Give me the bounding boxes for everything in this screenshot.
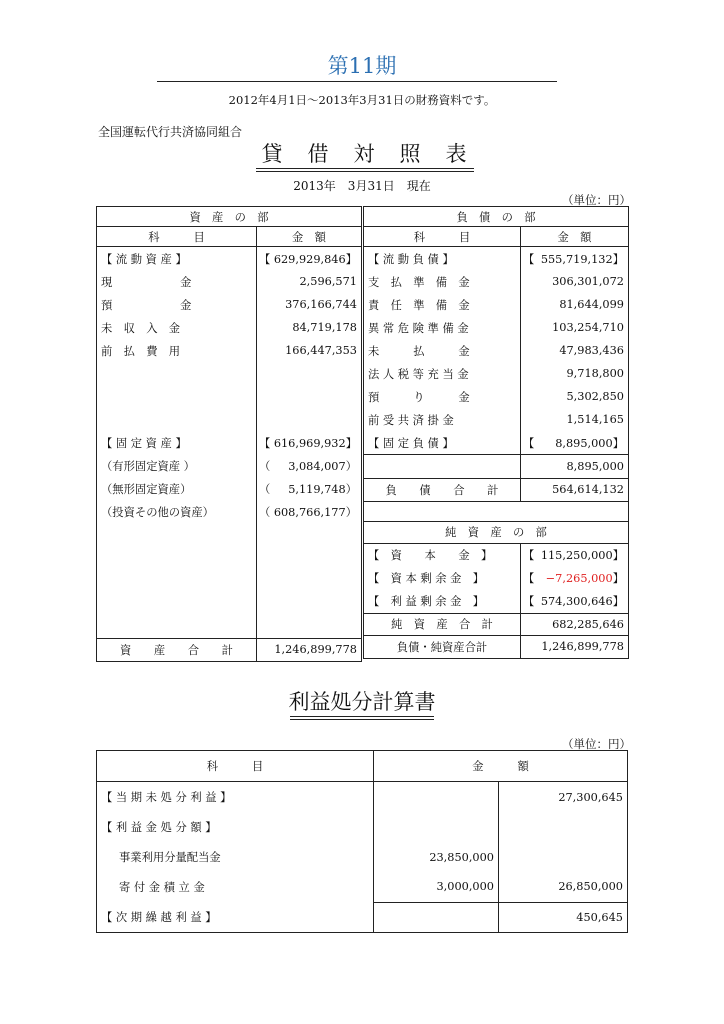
asset-row (97, 454, 362, 477)
is-row-total-amount: 27,300,645 (558, 790, 623, 804)
asset-blank-cell (257, 546, 362, 569)
liability-row-amount (521, 339, 629, 362)
net-asset-bracket-close: 】 (612, 595, 624, 608)
asset-bracket-close: ） (345, 459, 357, 473)
asset-blank-cell (257, 523, 362, 546)
liability-row-amount (521, 408, 629, 431)
net-assets-total-label: 純 資 産 合 計 (364, 613, 521, 636)
asset-bracket-close: ） (345, 482, 357, 496)
balance-sheet-title: 貸 借 対 照 表 (261, 142, 469, 166)
is-row (97, 842, 628, 872)
net-asset-bracket-close: 】 (612, 549, 624, 562)
liability-amount-value: 81,644,099 (559, 298, 624, 311)
asset-row-amount (257, 500, 362, 523)
net-assets-total-amount: 682,285,646 (521, 613, 629, 636)
balance-sheet-title-underline (256, 171, 474, 172)
asset-bracket-open: （ (259, 482, 271, 496)
asset-row-amount (257, 270, 362, 293)
asset-bracket-open: 【 (259, 252, 271, 266)
asset-blank-row (97, 523, 362, 546)
liability-row-label: 責 任 準 備 金 (364, 293, 521, 316)
asset-bracket-close: ） (345, 505, 357, 519)
asset-amount-value: 2,596,571 (299, 275, 357, 288)
asset-amount-value: 5,119,748 (288, 482, 346, 496)
liability-row (364, 408, 629, 431)
liability-row (364, 385, 629, 408)
is-row (97, 872, 628, 902)
asset-blank-cell (97, 569, 257, 592)
liabilities-total-label: 負 債 合 計 (364, 479, 521, 502)
page-title: 第11期 (327, 54, 397, 78)
asset-blank-cell (97, 546, 257, 569)
grand-total-label: 負債・純資産合計 (364, 636, 521, 659)
asset-bracket-open: 【 (259, 436, 271, 450)
is-row-label: 【 利 益 金 処 分 額 】 (97, 812, 374, 842)
asset-blank-row (97, 569, 362, 592)
asset-bracket-close: 】 (345, 252, 357, 266)
liability-amount-value: 8,895,000 (555, 436, 613, 450)
liability-row (364, 293, 629, 316)
liability-row-label: 【 固 定 負 債 】 (364, 431, 521, 455)
asset-row-amount (257, 477, 362, 500)
is-row-sub-amount: 23,850,000 (374, 842, 499, 872)
liabilities-section-header: 負 債 の 部 (456, 210, 536, 224)
is-col-amount: 金 額 (374, 751, 628, 782)
is-row (97, 782, 628, 813)
income-statement-title: 利益処分計算書 (288, 690, 436, 714)
is-row-sub-amount (374, 782, 499, 813)
asset-row (97, 339, 362, 362)
liability-amount-value: 8,895,000 (566, 460, 624, 473)
asset-blank-cell (97, 362, 257, 385)
is-rows (97, 782, 628, 933)
liability-bracket-close: 】 (612, 252, 624, 266)
asset-row-label: 現 金 (97, 270, 257, 293)
asset-row-amount (257, 247, 362, 271)
asset-row-label: 【 固 定 資 産 】 (97, 431, 257, 454)
liability-row-amount (521, 455, 629, 479)
title-rule (157, 81, 557, 82)
liability-row (364, 362, 629, 385)
asset-row (97, 247, 362, 271)
asset-amount-value: 3,084,007 (288, 459, 346, 473)
asset-row-label: （無形固定資産） (97, 477, 257, 500)
assets-rows (97, 247, 362, 639)
profit-appropriation-table (96, 750, 628, 933)
spacer-row (364, 501, 629, 521)
liability-row-label: 異 常 危 険 準 備 金 (364, 316, 521, 339)
assets-table (96, 206, 362, 662)
net-asset-bracket-open: 【 (523, 595, 535, 608)
net-asset-row (364, 543, 629, 567)
liability-bracket-close: 】 (612, 436, 624, 450)
asset-row-amount (257, 431, 362, 454)
organization-name: 全国運転代行共済協同組合 (98, 125, 243, 139)
net-asset-row (364, 590, 629, 614)
income-statement-unit: （単位：円） (562, 737, 631, 751)
is-row (97, 812, 628, 842)
asset-blank-cell (97, 408, 257, 431)
asset-row (97, 293, 362, 316)
assets-section-header: 資 産 の 部 (189, 210, 269, 224)
liability-row-amount (521, 293, 629, 316)
liability-row-amount (521, 247, 629, 271)
asset-blank-row (97, 592, 362, 615)
net-asset-bracket-close: 】 (612, 572, 624, 585)
asset-blank-cell (257, 385, 362, 408)
asset-blank-row (97, 408, 362, 431)
asset-row (97, 500, 362, 523)
assets-col-item: 科 目 (97, 227, 257, 247)
net-asset-row-label: 【 資 本 金 】 (364, 543, 521, 567)
asset-amount-value: 616,969,932 (273, 436, 346, 450)
asset-blank-cell (97, 592, 257, 615)
liability-amount-value: 306,301,072 (552, 275, 624, 288)
liability-row (364, 455, 629, 479)
net-asset-row-label: 【 資 本 剰 余 金 】 (364, 567, 521, 590)
is-row-total-amount (499, 812, 628, 842)
liability-row (364, 270, 629, 293)
is-row-label: 【 当 期 未 処 分 利 益 】 (97, 782, 374, 813)
net-asset-amount-value: 574,300,646 (540, 595, 613, 608)
asset-blank-row (97, 546, 362, 569)
liability-bracket-open: 【 (523, 436, 535, 450)
asset-blank-cell (257, 592, 362, 615)
asset-blank-cell (257, 569, 362, 592)
asset-amount-value: 629,929,846 (273, 252, 346, 266)
liabilities-table (363, 206, 629, 659)
net-asset-row-amount (521, 543, 629, 567)
asset-row-label: 【 流 動 資 産 】 (97, 247, 257, 271)
liability-row-label: 未 払 金 (364, 339, 521, 362)
is-row (97, 902, 628, 933)
asset-blank-row (97, 362, 362, 385)
asset-row-label: （投資その他の資産） (97, 500, 257, 523)
asset-amount-value: 84,719,178 (292, 321, 357, 334)
income-statement-title-underline (290, 716, 434, 717)
net-asset-amount-value: −7,265,000 (545, 572, 613, 585)
income-statement-title-underline (290, 719, 434, 720)
asset-amount-value: 166,447,353 (285, 344, 357, 357)
liability-row (364, 247, 629, 271)
balance-sheet-title-underline (256, 168, 474, 169)
liabilities-total-amount: 564,614,132 (521, 479, 629, 502)
is-col-item: 科 目 (97, 751, 374, 782)
net-asset-amount-value: 115,250,000 (540, 549, 613, 562)
net-asset-row-amount (521, 567, 629, 590)
is-row-total-amount (499, 842, 628, 872)
asset-amount-value: 376,166,744 (285, 298, 357, 311)
liability-row-amount (521, 362, 629, 385)
asset-row-amount (257, 454, 362, 477)
liability-amount-value: 103,254,710 (552, 321, 624, 334)
asset-blank-cell (257, 408, 362, 431)
liability-row-label: 預 り 金 (364, 385, 521, 408)
balance-sheet-date: 2013年 3月31日 現在 (293, 179, 431, 193)
asset-bracket-open: （ (259, 459, 271, 473)
asset-blank-cell (97, 385, 257, 408)
net-assets-section-header: 純 資 産 の 部 (364, 521, 629, 543)
is-row-sub-amount: 3,000,000 (374, 872, 499, 902)
grand-total-amount: 1,246,899,778 (521, 636, 629, 659)
is-row-sub-amount (374, 902, 499, 933)
net-assets-rows (364, 543, 629, 613)
liabilities-col-amount: 金 額 (557, 230, 592, 244)
liability-amount-value: 5,302,850 (566, 390, 624, 403)
is-row-label: 寄 付 金 積 立 金 (97, 872, 374, 902)
assets-col-amount: 金 額 (292, 230, 326, 244)
liability-amount-value: 9,718,800 (566, 367, 624, 380)
net-asset-row (364, 567, 629, 590)
liability-row (364, 339, 629, 362)
liability-row-amount (521, 431, 629, 455)
net-asset-bracket-open: 【 (523, 572, 535, 585)
is-row-sub-amount (374, 812, 499, 842)
liability-bracket-open: 【 (523, 252, 535, 266)
asset-blank-cell (257, 362, 362, 385)
asset-row (97, 477, 362, 500)
net-asset-row-label: 【 利 益 剰 余 金 】 (364, 590, 521, 614)
asset-amount-value: 608,766,177 (273, 505, 346, 519)
balance-sheet-unit: （単位：円） (562, 193, 631, 207)
liability-amount-value: 555,719,132 (540, 252, 613, 266)
assets-total-amount: 1,246,899,778 (257, 639, 362, 662)
is-row-label: 【 次 期 繰 越 利 益 】 (97, 902, 374, 933)
liability-row (364, 316, 629, 339)
asset-bracket-open: （ (259, 505, 271, 519)
asset-row (97, 270, 362, 293)
liability-amount-value: 47,983,436 (559, 344, 624, 357)
liability-row (364, 431, 629, 455)
is-row-total-amount: 450,645 (499, 902, 628, 933)
asset-row-label: 前 払 費 用 (97, 339, 257, 362)
asset-row-amount (257, 339, 362, 362)
asset-row-label: 未 収 入 金 (97, 316, 257, 339)
liability-row-label (364, 455, 521, 479)
asset-row (97, 316, 362, 339)
asset-blank-row (97, 385, 362, 408)
assets-total-label: 資 産 合 計 (97, 639, 257, 662)
liability-row-amount (521, 270, 629, 293)
liability-row-label: 【 流 動 負 債 】 (364, 247, 521, 271)
liability-row-label: 法 人 税 等 充 当 金 (364, 362, 521, 385)
asset-blank-cell (97, 523, 257, 546)
asset-row-label: 預 金 (97, 293, 257, 316)
liability-row-label: 支 払 準 備 金 (364, 270, 521, 293)
asset-blank-cell (257, 615, 362, 639)
is-row-label: 事業利用分量配当金 (97, 842, 374, 872)
is-row-total-amount: 26,850,000 (558, 880, 623, 894)
asset-bracket-close: 】 (345, 436, 357, 450)
asset-row-label: （有形固定資産 ） (97, 454, 257, 477)
net-asset-bracket-open: 【 (523, 549, 535, 562)
liability-row-amount (521, 385, 629, 408)
asset-row-amount (257, 293, 362, 316)
asset-row (97, 431, 362, 454)
liability-row-label: 前 受 共 済 掛 金 (364, 408, 521, 431)
net-asset-row-amount (521, 590, 629, 614)
asset-blank-row (97, 615, 362, 639)
liability-row-amount (521, 316, 629, 339)
asset-row-amount (257, 316, 362, 339)
liability-amount-value: 1,514,165 (566, 413, 624, 426)
liabilities-rows (364, 247, 629, 479)
period-note: 2012年4月1日～2013年3月31日の財務資料です。 (228, 93, 496, 107)
asset-blank-cell (97, 615, 257, 639)
liabilities-col-item: 科 目 (364, 227, 521, 247)
